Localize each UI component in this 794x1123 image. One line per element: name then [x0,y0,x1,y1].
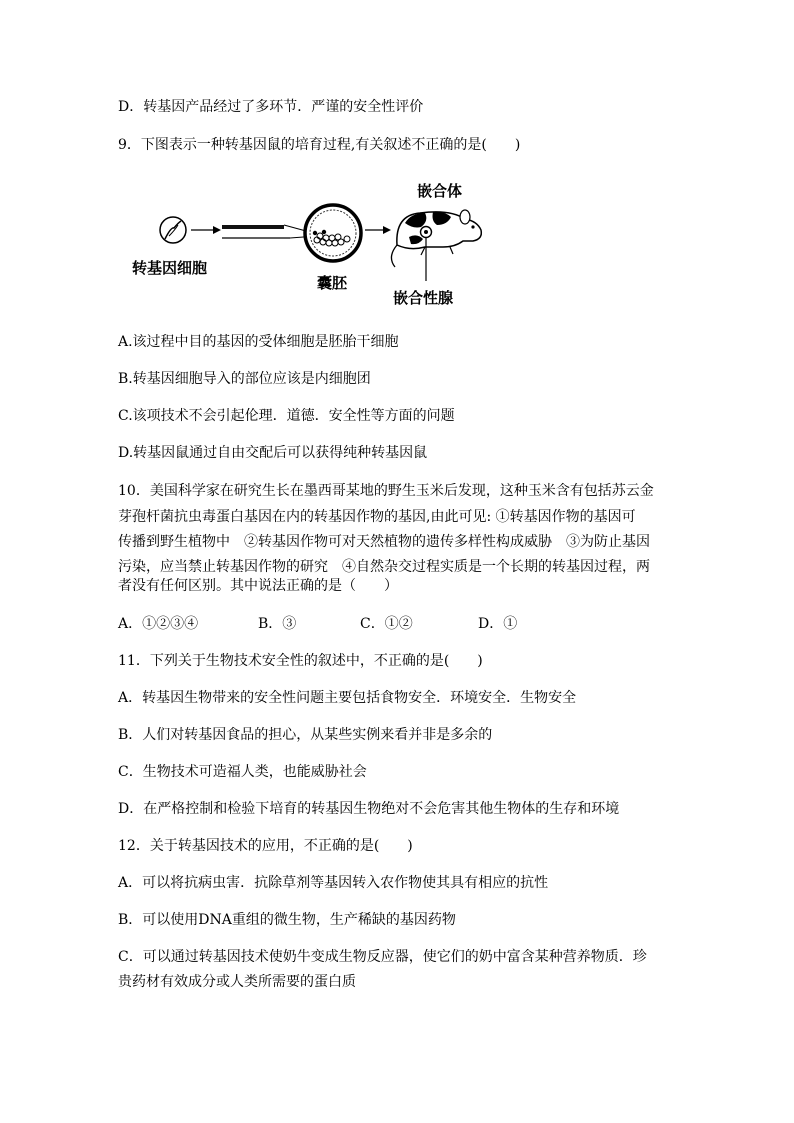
q12-option-c-line-1: C．可以通过转基因技术使奶牛变成生物反应器，使它们的奶中富含某种营养物质．珍 [118,949,647,965]
q11-option-d: D．在严格控制和检验下培育的转基因生物绝对不会危害其他生物体的生存和环境 [118,801,620,817]
label-chimera: 嵌合体 [417,182,463,200]
q9-option-a: A.该过程中目的基因的受体细胞是胚胎干细胞 [118,334,399,350]
q11-option-a: A．转基因生物带来的安全性问题主要包括食物安全．环境安全．生物安全 [118,690,577,706]
q10-option-a: A．①②③④ [118,616,199,632]
cell-illustration [160,217,186,243]
blastocyst-illustration [305,205,361,261]
q9-option-d: D.转基因鼠通过自由交配后可以获得纯种转基因鼠 [118,445,428,461]
q10-option-c: C．①② [360,616,413,632]
q10-line-2: 芽孢杆菌抗虫毒蛋白基因在内的转基因作物的基因,由此可见: ①转基因作物的基因可 [118,509,636,525]
arrow-2 [365,226,391,234]
q9-option-b: B.转基因细胞导入的部位应该是内细胞团 [118,371,371,387]
label-chimeric-gonad: 嵌合性腺 [393,289,454,307]
q12-option-c-line-2: 贵药材有效成分或人类所需要的蛋白质 [118,974,356,990]
arrow-1 [191,226,221,234]
q8-option-d: D．转基因产品经过了多环节．严谨的安全性评价 [118,99,424,115]
label-transgenic-cell: 转基因细胞 [132,259,208,277]
micropipette [222,225,317,238]
q11-option-c: C．生物技术可造福人类，也能威胁社会 [118,764,367,780]
q9-stem: 9．下图表示一种转基因鼠的培育过程,有关叙述不正确的是( ) [118,137,521,153]
q9-option-c: C.该项技术不会引起伦理．道德．安全性等方面的问题 [118,408,455,424]
transgenic-mouse-diagram [125,175,495,310]
q12-option-a: A．可以将抗病虫害．抗除草剂等基因转入农作物使其具有相应的抗性 [118,875,549,891]
q11-option-b: B．人们对转基因食品的担心，从某些实例来看并非是多余的 [118,727,493,743]
q10-line-1: 10．美国科学家在研究生长在墨西哥某地的野生玉米后发现，这种玉米含有包括苏云金 [118,483,654,499]
label-blastocyst: 囊胚 [317,274,348,292]
q10-option-d: D．① [478,616,518,632]
q12-option-b: B．可以使用DNA重组的微生物，生产稀缺的基因药物 [118,912,456,928]
q12-stem: 12．关于转基因技术的应用，不正确的是( ) [118,838,413,854]
q10-line-5: 者没有任何区别。其中说法正确的是（ ） [118,578,398,594]
q10-line-3: 传播到野生植物中 ②转基因作物可对天然植物的遗传多样性构成威胁 ③为防止基因 [118,534,650,550]
q11-stem: 11．下列关于生物技术安全性的叙述中，不正确的是( ) [118,653,483,669]
q10-line-4: 污染，应当禁止转基因作物的研究 ④自然杂交过程实质是一个长期的转基因过程，两 [118,559,650,575]
q10-option-b: B．③ [258,616,297,632]
chimeric-mouse-illustration [391,210,481,281]
